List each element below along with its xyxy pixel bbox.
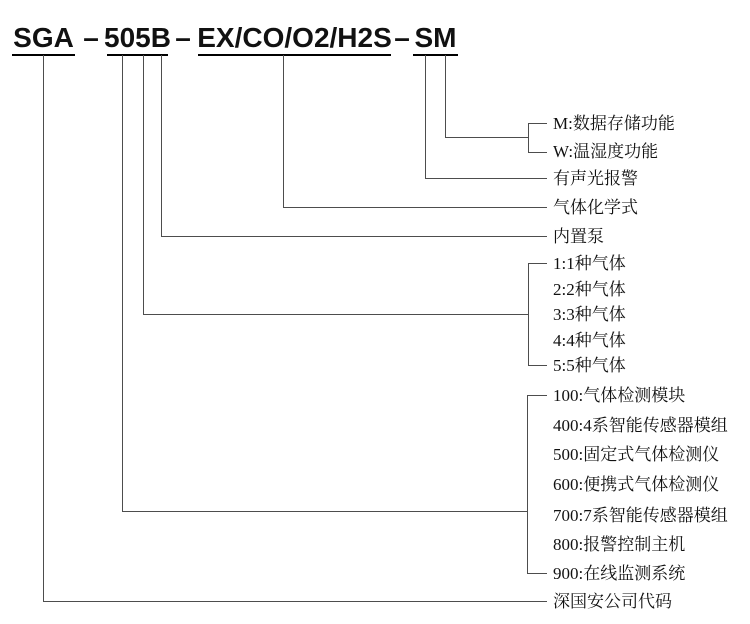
leader-alarm-vertical	[425, 55, 426, 179]
label-gas-count-4: 4:4种气体	[553, 331, 626, 350]
model-segment-sm-text: SM	[414, 22, 457, 53]
label-series-100: 100:气体检测模块	[553, 386, 686, 405]
leader-gas-count-vertical	[143, 55, 144, 315]
separator-dash-1: –	[83, 22, 99, 53]
separator-dash-3: –	[394, 22, 410, 53]
label-gas-chemical-formula: 气体化学式	[553, 198, 638, 217]
label-sound-light-alarm: 有声光报警	[553, 169, 638, 188]
separator-dash-2: –	[175, 22, 191, 53]
label-company-code: 深国安公司代码	[553, 592, 672, 611]
gas-count-bracket-vertical	[528, 263, 529, 366]
series-connector-horizontal	[122, 511, 528, 512]
label-series-800: 800:报警控制主机	[553, 535, 686, 554]
label-gas-count-5: 5:5种气体	[553, 356, 626, 375]
pump-connector-horizontal	[161, 236, 547, 237]
label-series-400: 400:4系智能传感器模组	[553, 416, 728, 435]
model-segment-505b-text: 505B	[104, 22, 171, 53]
label-gas-count-3: 3:3种气体	[553, 305, 626, 324]
gas-count-bracket-top-stub	[528, 263, 547, 264]
label-gas-count-1: 1:1种气体	[553, 254, 626, 273]
leader-series-vertical	[122, 55, 123, 512]
label-series-500: 500:固定式气体检测仪	[553, 445, 720, 464]
model-segment-505b	[104, 22, 171, 56]
model-segment-gas-formula	[198, 22, 391, 56]
leader-pump-vertical	[161, 55, 162, 237]
model-segment-sga	[12, 22, 75, 56]
label-w-temp-humidity: W:温湿度功能	[553, 142, 659, 161]
label-series-900: 900:在线监测系统	[553, 564, 686, 583]
mw-bracket-vertical	[528, 123, 529, 153]
mw-bracket-top-stub	[528, 123, 547, 124]
alarm-connector-horizontal	[425, 178, 547, 179]
series-bracket-vertical	[527, 395, 528, 574]
leader-formula-vertical	[283, 55, 284, 208]
leader-company-vertical	[43, 55, 44, 602]
mw-bracket-bottom-stub	[528, 152, 547, 153]
company-connector-horizontal	[43, 601, 547, 602]
formula-connector-horizontal	[283, 207, 547, 208]
label-series-700: 700:7系智能传感器模组	[553, 506, 728, 525]
series-bracket-top-stub	[527, 395, 547, 396]
gas-count-bracket-bottom-stub	[528, 365, 547, 366]
model-segment-gas-formula-text: EX/CO/O2/H2S	[197, 22, 392, 53]
label-gas-count-2: 2:2种气体	[553, 280, 626, 299]
model-segment-sm	[413, 22, 458, 56]
label-series-600: 600:便携式气体检测仪	[553, 475, 720, 494]
mw-connector-horizontal	[445, 137, 529, 138]
model-segment-sga-text: SGA	[13, 22, 74, 53]
label-m-data-storage: M:数据存储功能	[553, 114, 675, 133]
gas-count-connector-horizontal	[143, 314, 529, 315]
leader-mw-vertical	[445, 55, 446, 138]
label-built-in-pump: 内置泵	[553, 227, 604, 246]
series-bracket-bottom-stub	[527, 573, 547, 574]
